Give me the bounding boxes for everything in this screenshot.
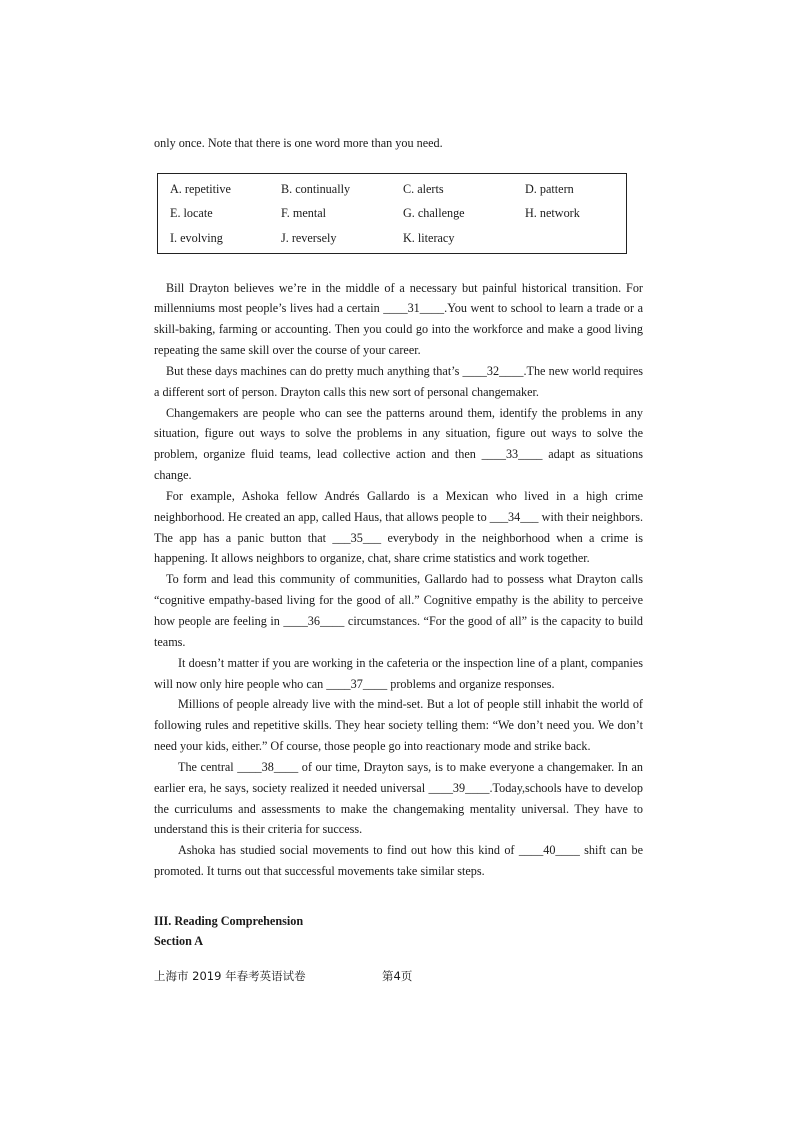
word-option: F. mental [281, 206, 327, 221]
word-bank-row [158, 226, 626, 251]
passage-paragraph: Ashoka has studied social movements to find out how this kind of ____40____ shift can be promoted. It turns out that successful movements take similar steps. [154, 843, 643, 879]
word-option: K. literacy [403, 230, 455, 245]
passage-paragraph: Bill Drayton believes we’re in the middle of a necessary but painful historical transition. For millenniums most people’s lives had a certain ____31____.You went to school to learn a trade or a skill-baking, farming or accounting. Then you could go into the workforce and make a good living repeating the same skill over the course of your career. [154, 280, 643, 358]
word-option: G. challenge [403, 206, 465, 221]
passage-paragraph: It doesn’t matter if you are working in the cafeteria or the inspection line of a plant, companies will now only hire people who can ____37____ problems and organize responses. [154, 655, 643, 691]
word-option: B. continually [281, 181, 351, 196]
passage-paragraph: Millions of people already live with the mind-set. But a lot of people still inhabit the world of following rules and repetitive skills. They hear society telling them: “We don’t need you. We don’t need your kids, either.” Of course, those people go into reactionary mode and strike back. [154, 697, 643, 754]
word-bank-box [157, 173, 627, 254]
footer-page-number: 第4页 [382, 969, 413, 983]
passage-paragraph: The central ____38____ of our time, Drayton says, is to make everyone a changemaker. In an earlier era, he says, society realized it needed universal ____39____.Today,schools have to develop the curriculums and assessments to make the changemaking mentality universal. They have to understand this is their criteria for success. [154, 759, 643, 837]
word-option: I. evolving [170, 230, 223, 245]
passage-paragraph: For example, Ashoka fellow Andrés Gallardo is a Mexican who lived in a high crime neighborhood. He created an app, called Haus, that allows people to ___34___ with their neighbors. The app has a panic button that ___35___ everybody in the neighborhood when a crime is happening. It allows neighbors to organize, chat, share crime statistics and work together. [154, 488, 643, 566]
word-bank-row [158, 177, 626, 202]
passage-paragraph: Changemakers are people who can see the patterns around them, identify the problems in any situation, figure out ways to solve the problems in any situation, figure out ways to solve the problem, organize fluid teams, lead collective action and then ____33____ adapt as situations change. [154, 405, 643, 483]
word-option: E. locate [170, 206, 213, 221]
section-headings [154, 911, 643, 951]
footer-exam-title: 上海市 2019 年春考英语试卷 [154, 969, 306, 983]
word-option: C. alerts [403, 181, 444, 196]
passage-paragraph: To form and lead this community of communities, Gallardo had to possess what Drayton calls “cognitive empathy-based living for the good of all.” Cognitive empathy is the ability to perceive how people are feeling in ____36____ circumstances. “For the good of all” is the capacity to build teams. [154, 572, 643, 649]
word-bank-row [158, 202, 626, 227]
page-footer [154, 968, 413, 984]
passage-paragraph: But these days machines can do pretty much anything that’s ____32____.The new world requires a different sort of person. Drayton calls this new sort of personal changemaker. [154, 363, 643, 399]
subsection-heading: Section A [154, 933, 204, 948]
word-option: A. repetitive [170, 181, 231, 196]
cloze-passage [154, 278, 643, 882]
word-option: J. reversely [281, 230, 337, 245]
word-option: D. pattern [525, 181, 574, 196]
word-option: H. network [525, 206, 580, 221]
section-heading: III. Reading Comprehension [154, 913, 304, 928]
instruction-line: only once. Note that there is one word more than you need. [154, 136, 443, 150]
exam-page [154, 134, 643, 951]
